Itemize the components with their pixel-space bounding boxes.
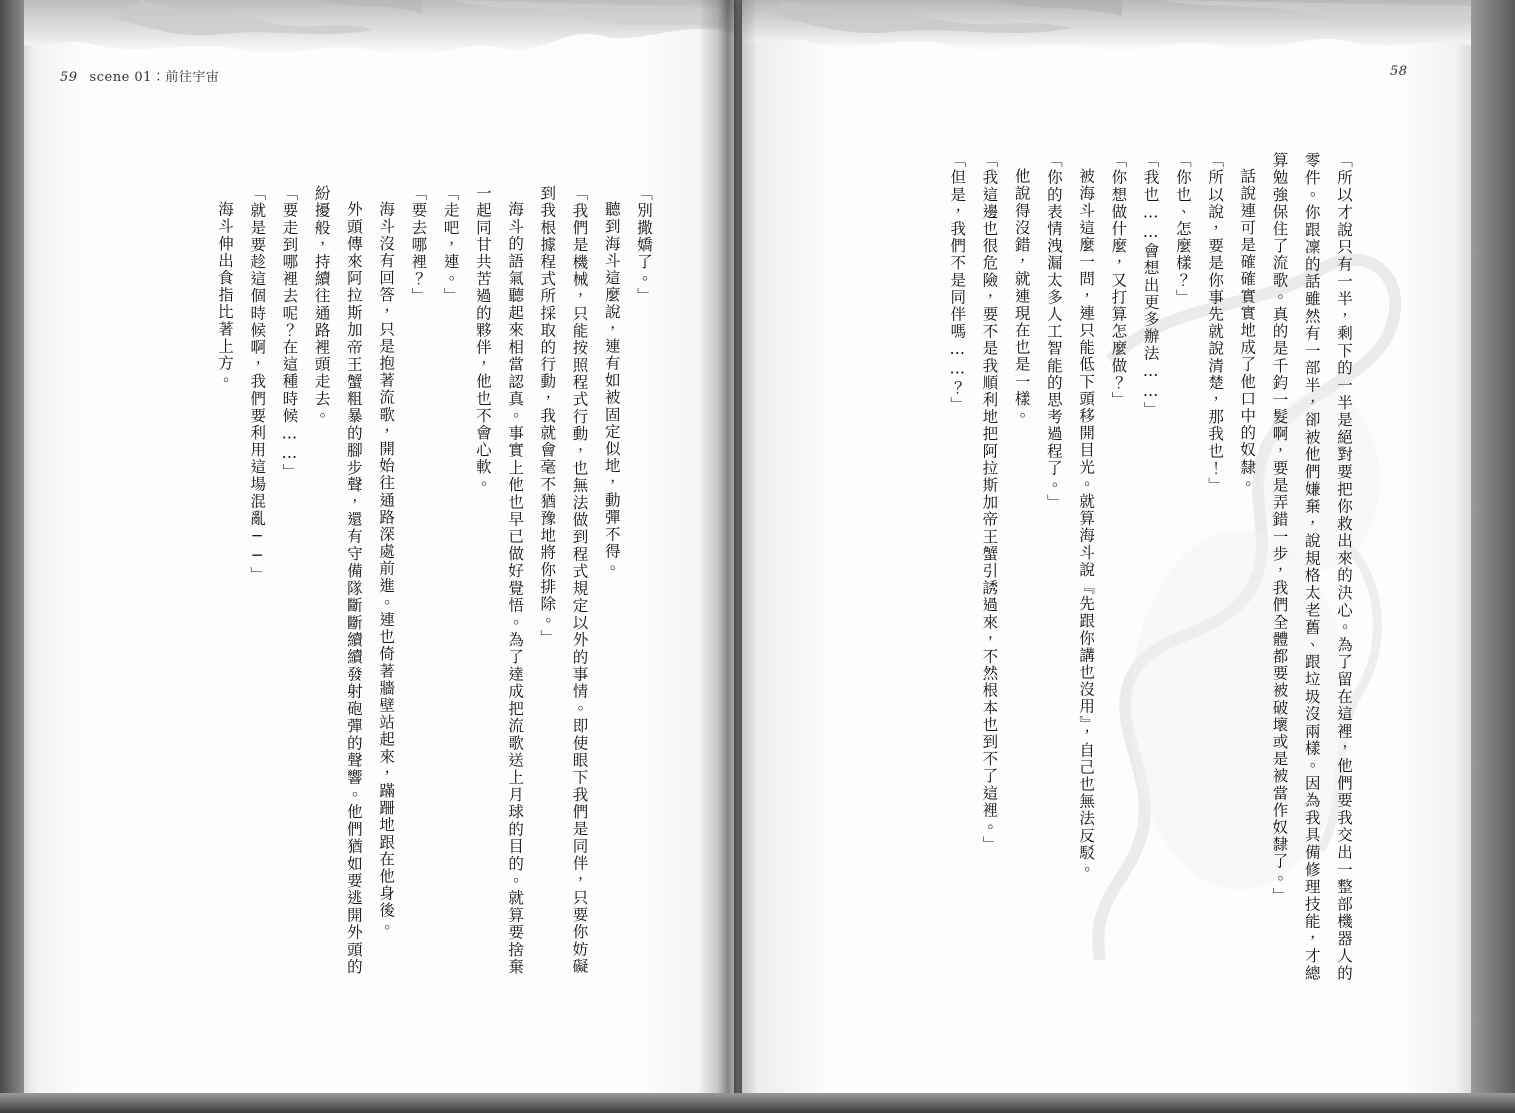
paragraph: 「要去哪裡？」 (409, 185, 428, 305)
paragraph: 「我們是機械，只能按照程式行動，也無法做到程式規定以外的事情。即使眼下我們是同伴，只要你妨礙到我根據程式所採取的行動，我就會毫不猶豫地將你排除。」 (538, 185, 589, 975)
paragraph: 海斗的語氣聽起來相當認真。事實上他也早已做好覺悟。為了達成把流歌送上月球的目的。就算要捨棄一起同甘共苦過的夥伴，他也不會心軟。 (473, 185, 525, 975)
scan-edge-bottom (0, 1093, 1515, 1113)
running-head-left: scene 01：前往宇宙 (89, 70, 220, 85)
paragraph: 海斗伸出食指比著上方。 (215, 200, 234, 389)
paragraph: 海斗沒有回答，只是抱著流歌，開始往通路深處前進。連也倚著牆壁站起來，蹣跚地跟在他身後。 (377, 200, 396, 936)
page-number-right: 58 (1390, 64, 1408, 79)
paragraph: 「就是要趁這個時候啊，我們要利用這場混亂──」 (248, 185, 267, 584)
page-number-left: 59 (60, 70, 78, 85)
body-text-left (60, 185, 660, 975)
scan-edge-left (0, 0, 24, 1113)
folio-left (60, 66, 219, 85)
paragraph: 「你也、怎麼樣？」 (1173, 152, 1192, 306)
paragraph: 話說連可是確確實實地成了他口中的奴隸。 (1238, 167, 1257, 493)
paragraph: 「所以說，要是你事先就說清楚，那我也！」 (1206, 152, 1225, 494)
body-text-right (800, 152, 1360, 982)
paragraph: 「要走到哪裡去呢？在這種時候……」 (280, 185, 299, 481)
paragraph: 「你的表情洩漏太多人工智能的思考過程了。」 (1044, 152, 1063, 512)
paragraph: 「我也……會想出更多辦法……」 (1141, 152, 1160, 419)
paragraph: 「別撒嬌了。」 (635, 185, 653, 305)
scan-edge-right (1471, 0, 1515, 1113)
paragraph: 「你想做什麼，又打算怎麼做？」 (1109, 152, 1128, 409)
paragraph: 「走吧，連。」 (441, 185, 460, 305)
folio-right (1390, 64, 1420, 79)
paragraph: 聽到海斗這麼說，連有如被固定似地，動彈不得。 (602, 200, 621, 577)
paragraph: 「我這邊也很危險，要不是我順利地把阿拉斯加帝王蟹引誘過來，不然根本也到不了這裡。」 (980, 152, 999, 854)
paragraph: 「但是，我們不是同伴嗎……？」 (948, 152, 967, 414)
paragraph: 外頭傳來阿拉斯加帝王蟹粗暴的腳步聲，還有守備隊斷斷續續發射砲彈的聲響。他們猶如要逃開外頭的紛擾般，持續往通路裡頭走去。 (312, 185, 363, 975)
paragraph: 他說得沒錯，就連現在也是一樣。 (1012, 167, 1031, 424)
paragraph: 「所以才說只有一半，剩下的一半是絕對要把你救出來的決心。為了留在這裡，他們要我交出一整部機器人的零件。你跟凜的話雖然有一部半，卻被他們嫌棄，說規格太老舊、跟垃圾沒兩樣。因為我具備修理技能，才總算勉強保住了流歌。真的是千鈞一髮啊，要是弄錯一步，我們全體都要被破壞或是被當作奴隸了。」 (1270, 152, 1353, 982)
paragraph: 被海斗這麼一問，連只能低下頭移開目光。就算海斗說『先跟你講也沒用』，自己也無法反駁。 (1077, 167, 1096, 878)
